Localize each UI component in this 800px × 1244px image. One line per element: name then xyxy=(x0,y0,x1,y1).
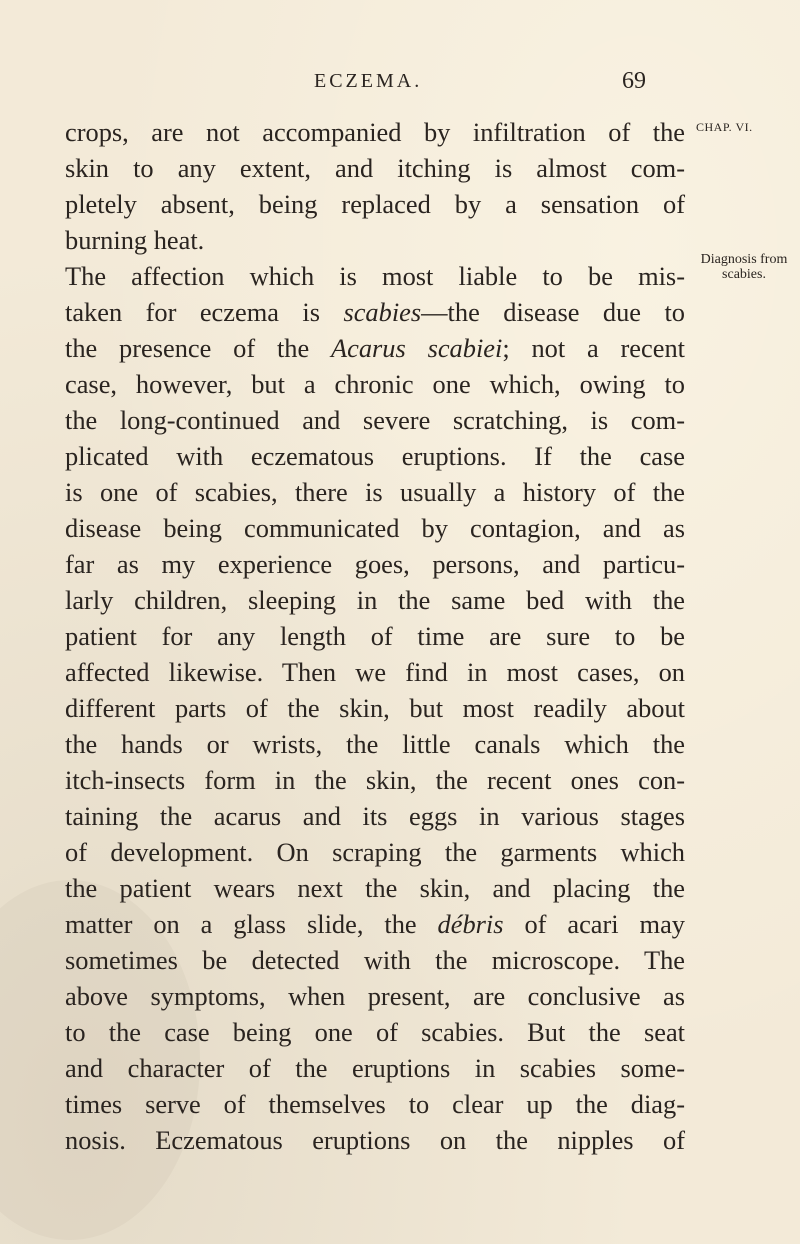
text-line: the hands or wrists, the little canals which the xyxy=(65,729,685,759)
text-line xyxy=(65,330,685,366)
text-line: itch-insects form in the skin, the recent ones con- xyxy=(65,765,685,795)
chapter-margin-note xyxy=(696,120,753,135)
diagnosis-label: Diagnosis from scabies. xyxy=(700,252,788,282)
text-line: plicated with eczematous eruptions. If the case xyxy=(65,441,685,471)
text-line: far as my experience goes, persons, and particu- xyxy=(65,549,685,579)
text-fragment: matter on a glass slide, the xyxy=(65,909,438,939)
text-line: pletely absent, being replaced by a sensation of xyxy=(65,189,685,219)
text-line: case, however, but a chronic one which, owing to xyxy=(65,369,685,399)
chapter-label: CHAP. VI. xyxy=(696,120,753,134)
text-line: skin to any extent, and itching is almost com- xyxy=(65,153,685,183)
text-line: of development. On scraping the garments which xyxy=(65,837,685,867)
text-line xyxy=(65,294,685,330)
running-head xyxy=(0,70,800,100)
text-fragment: ; not a recent xyxy=(502,333,685,363)
text-line: The affection which is most liable to be mis- xyxy=(65,261,685,291)
text-line: crops, are not accompanied by infiltration of the xyxy=(65,117,685,147)
text-line: patient for any length of time are sure to be xyxy=(65,621,685,651)
italic-term: débris xyxy=(437,909,504,939)
text-line: the long-continued and severe scratching, is com- xyxy=(65,405,685,435)
text-line: different parts of the skin, but most readily about xyxy=(65,693,685,723)
text-line: sometimes be detected with the microscope. The xyxy=(65,945,685,975)
text-line: above symptoms, when present, are conclusive as xyxy=(65,981,685,1011)
text-line: affected likewise. Then we find in most cases, on xyxy=(65,657,685,687)
running-title: ECZEMA. xyxy=(314,70,423,92)
text-line: nosis. Eczematous eruptions on the nipples of xyxy=(65,1125,685,1155)
text-fragment: of acari may xyxy=(503,909,685,939)
text-line: taining the acarus and its eggs in various stages xyxy=(65,801,685,831)
italic-term: Acarus scabiei xyxy=(331,333,503,363)
text-fragment: taken for eczema is xyxy=(65,297,344,327)
diagnosis-margin-note xyxy=(690,252,798,282)
body-text xyxy=(65,114,685,1158)
text-fragment: —the disease due to xyxy=(421,297,685,327)
text-line: to the case being one of scabies. But the seat xyxy=(65,1017,685,1047)
text-line: and character of the eruptions in scabies some- xyxy=(65,1053,685,1083)
text-fragment: the presence of the xyxy=(65,333,331,363)
text-line: times serve of themselves to clear up the diag- xyxy=(65,1089,685,1119)
text-line xyxy=(65,906,685,942)
text-line: larly children, sleeping in the same bed with the xyxy=(65,585,685,615)
text-line: is one of scabies, there is usually a history of the xyxy=(65,477,685,507)
italic-term: scabies xyxy=(343,297,422,327)
text-line: the patient wears next the skin, and placing the xyxy=(65,873,685,903)
text-line: burning heat. xyxy=(65,225,205,255)
text-line: disease being communicated by contagion, and as xyxy=(65,513,685,543)
page-number: 69 xyxy=(622,68,646,94)
